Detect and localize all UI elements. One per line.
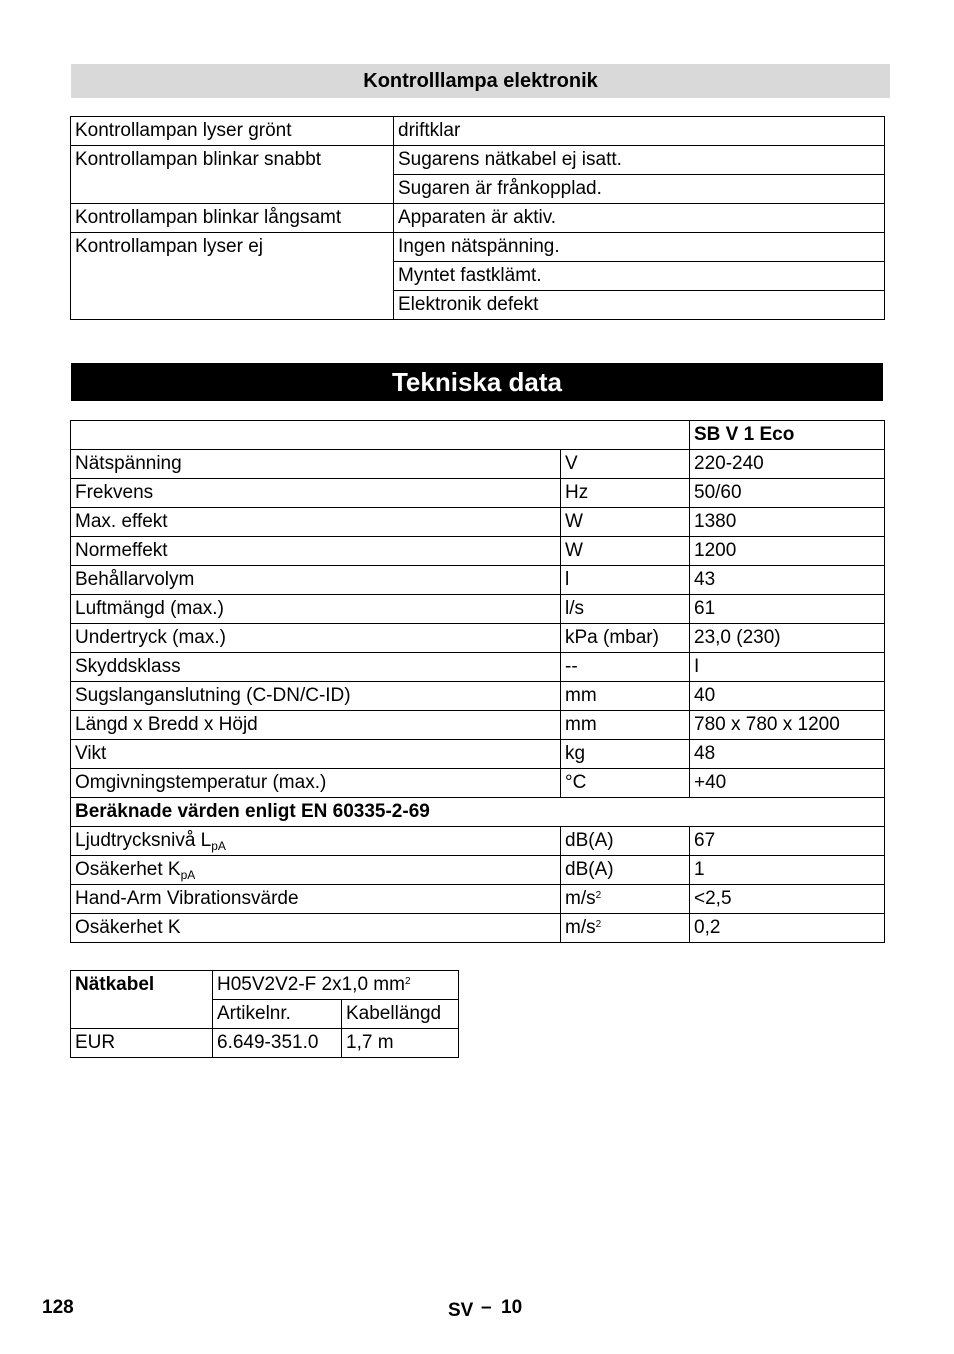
indicator-meaning: Sugaren är frånkopplad. <box>394 175 885 204</box>
table-row <box>71 204 885 233</box>
spec-label: Vikt <box>71 740 561 769</box>
spec-unit: Hz <box>561 479 690 508</box>
spec-label: Längd x Bredd x Höjd <box>71 711 561 740</box>
table-row <box>71 146 885 175</box>
footer-language: SV <box>448 1300 474 1321</box>
spec-unit: W <box>561 537 690 566</box>
column-header-length: Kabellängd <box>342 1000 459 1029</box>
spec-value: 23,0 (230) <box>690 624 885 653</box>
table-row <box>71 682 885 711</box>
spec-unit: l/s <box>561 595 690 624</box>
calc-unit-superscript: 2 <box>595 890 602 901</box>
cable-type-sup: 2 <box>404 976 411 987</box>
table-row <box>71 798 885 827</box>
calc-unit-superscript: 2 <box>595 919 602 930</box>
tech-data-table <box>70 420 885 943</box>
indicator-meaning: Elektronik defekt <box>394 291 885 320</box>
table-row <box>71 1029 459 1058</box>
table-row <box>71 769 885 798</box>
indicator-meaning: Myntet fastklämt. <box>394 262 885 291</box>
cable-article: 6.649-351.0 <box>213 1029 342 1058</box>
spec-value: 780 x 780 x 1200 <box>690 711 885 740</box>
spec-unit: kPa (mbar) <box>561 624 690 653</box>
table-row <box>71 653 885 682</box>
section-heading-indicator: Kontrolllampa elektronik <box>71 64 890 98</box>
spec-value: 1380 <box>690 508 885 537</box>
indicator-meaning: Ingen nätspänning. <box>394 233 885 262</box>
table-row <box>71 624 885 653</box>
calc-unit <box>561 885 690 914</box>
spec-value: 1200 <box>690 537 885 566</box>
spec-label: Behållarvolym <box>71 566 561 595</box>
header-empty-cell <box>71 421 690 450</box>
indicator-state: Kontrollampan blinkar snabbt <box>71 146 394 204</box>
spec-value: 50/60 <box>690 479 885 508</box>
calc-label-text: Osäkerhet K <box>75 917 181 938</box>
spec-label: Omgivningstemperatur (max.) <box>71 769 561 798</box>
calc-unit <box>561 856 690 885</box>
calc-unit-text: m/s <box>565 917 596 938</box>
cable-length: 1,7 m <box>342 1029 459 1058</box>
calc-label-text: Ljudtrycksnivå L <box>75 830 212 851</box>
indicator-state: Kontrollampan blinkar långsamt <box>71 204 394 233</box>
spec-value: 220-240 <box>690 450 885 479</box>
spec-label: Frekvens <box>71 479 561 508</box>
spec-unit: -- <box>561 653 690 682</box>
calc-unit <box>561 827 690 856</box>
spec-value: +40 <box>690 769 885 798</box>
model-name: SB V 1 Eco <box>690 421 885 450</box>
column-header-article: Artikelnr. <box>213 1000 342 1029</box>
indicator-meaning: Apparaten är aktiv. <box>394 204 885 233</box>
table-row <box>71 450 885 479</box>
calc-label-text: Hand-Arm Vibrationsvärde <box>75 888 299 909</box>
table-row <box>71 827 885 856</box>
table-row <box>71 971 459 1000</box>
calc-unit-text: dB(A) <box>565 859 614 880</box>
spec-label: Normeffekt <box>71 537 561 566</box>
table-row <box>71 233 885 262</box>
calc-label <box>71 856 561 885</box>
calc-heading: Beräknade värden enligt EN 60335-2-69 <box>71 798 885 827</box>
spec-unit: V <box>561 450 690 479</box>
spec-value: I <box>690 653 885 682</box>
calc-unit-text: dB(A) <box>565 830 614 851</box>
table-row <box>71 566 885 595</box>
table-row <box>71 537 885 566</box>
table-row <box>71 508 885 537</box>
spec-unit: W <box>561 508 690 537</box>
table-row <box>71 117 885 146</box>
table-row <box>71 595 885 624</box>
spec-unit: mm <box>561 711 690 740</box>
calc-value: 1 <box>690 856 885 885</box>
page-number: 128 <box>42 1297 74 1318</box>
indicator-state: Kontrollampan lyser grönt <box>71 117 394 146</box>
indicator-meaning: driftklar <box>394 117 885 146</box>
table-header-row <box>71 421 885 450</box>
calc-value: <2,5 <box>690 885 885 914</box>
calc-unit <box>561 914 690 943</box>
calc-unit-text: m/s <box>565 888 596 909</box>
calc-label <box>71 827 561 856</box>
cable-region: EUR <box>71 1029 213 1058</box>
page-title: Tekniska data <box>71 363 883 401</box>
spec-unit: °C <box>561 769 690 798</box>
calc-label-text: Osäkerhet K <box>75 859 181 880</box>
cable-type <box>213 971 459 1000</box>
indicator-table <box>70 116 885 320</box>
table-row <box>71 856 885 885</box>
spec-label: Max. effekt <box>71 508 561 537</box>
table-row <box>71 479 885 508</box>
indicator-meaning: Sugarens nätkabel ej isatt. <box>394 146 885 175</box>
calc-label <box>71 885 561 914</box>
calc-label-subscript: pA <box>211 839 226 853</box>
table-row <box>71 885 885 914</box>
spec-value: 48 <box>690 740 885 769</box>
calc-value: 0,2 <box>690 914 885 943</box>
table-row <box>71 711 885 740</box>
calc-label-subscript: pA <box>180 868 196 882</box>
spec-label: Sugslanganslutning (C-DN/C-ID) <box>71 682 561 711</box>
table-row <box>71 740 885 769</box>
spec-value: 40 <box>690 682 885 711</box>
cable-table <box>70 970 459 1058</box>
spec-unit: kg <box>561 740 690 769</box>
spec-value: 61 <box>690 595 885 624</box>
spec-label: Undertryck (max.) <box>71 624 561 653</box>
calc-value: 67 <box>690 827 885 856</box>
spec-label: Nätspänning <box>71 450 561 479</box>
spec-label: Luftmängd (max.) <box>71 595 561 624</box>
footer-dash: – <box>481 1297 492 1318</box>
spec-label: Skyddsklass <box>71 653 561 682</box>
spec-unit: mm <box>561 682 690 711</box>
footer-subpage: 10 <box>501 1297 523 1318</box>
cable-heading: Nätkabel <box>71 971 213 1029</box>
cable-type-text: H05V2V2-F 2x1,0 mm <box>217 974 405 995</box>
indicator-state: Kontrollampan lyser ej <box>71 233 394 320</box>
calc-label <box>71 914 561 943</box>
spec-unit: l <box>561 566 690 595</box>
spec-value: 43 <box>690 566 885 595</box>
table-row <box>71 914 885 943</box>
